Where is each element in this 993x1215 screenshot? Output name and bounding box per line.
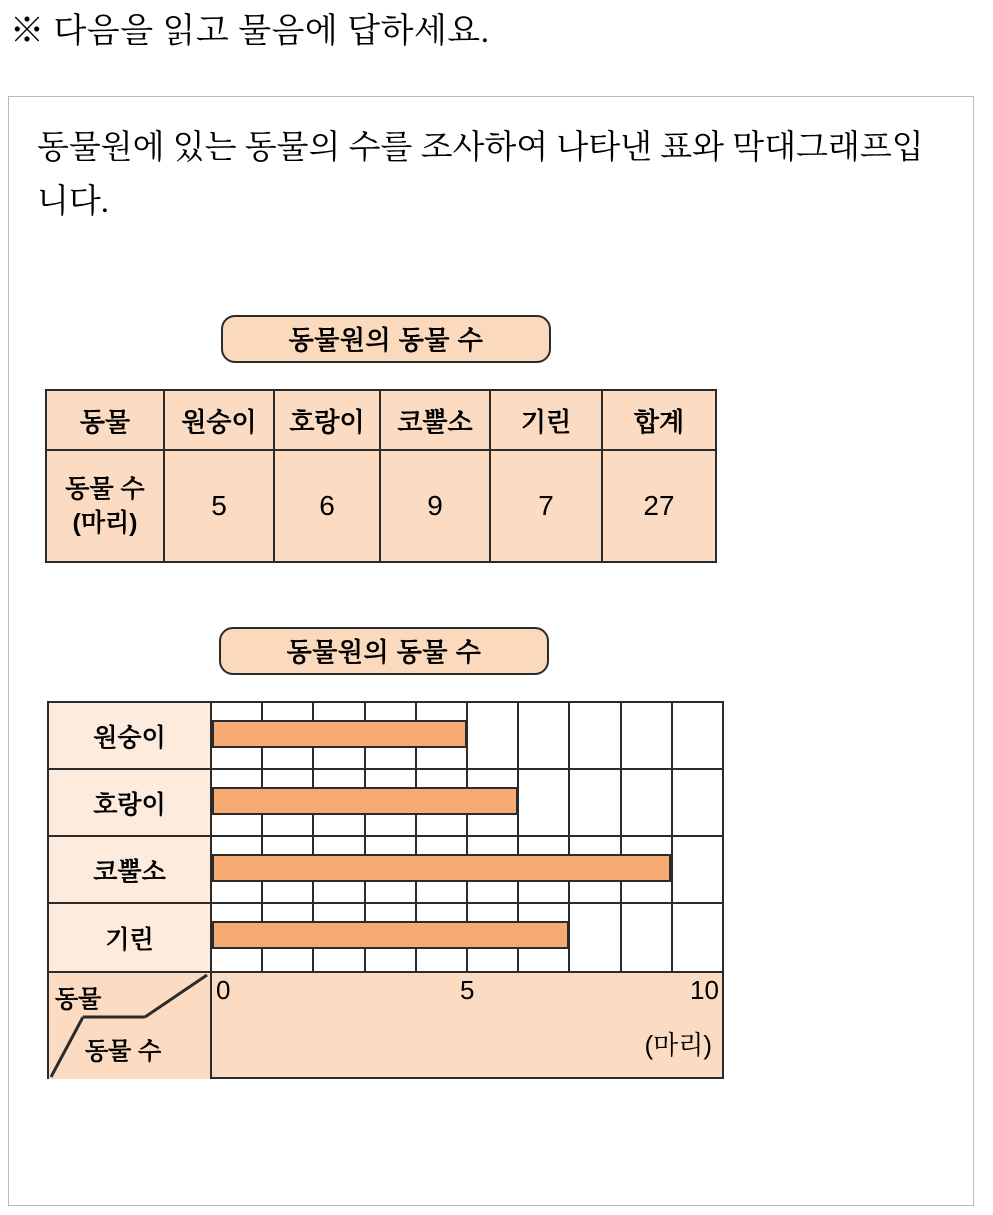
bar-row-label-giraffe: 기린 [49,904,212,971]
table-header-rhino: 코뿔소 [380,390,490,450]
table-header-row [46,390,716,450]
bar-plot-tiger [212,770,722,835]
table-row-label [46,450,164,562]
instruction-line: ※ 다음을 읽고 물음에 답하세요. [10,13,490,50]
bar-plot-monkey [212,703,722,768]
table-row-label-line1: 동물 수 [65,475,145,503]
bar-graph [47,701,724,1079]
bar-row-monkey [49,703,722,770]
table-cell-monkey: 5 [164,450,274,562]
axis-tick-10: 10 [690,975,719,1005]
table-header-total: 합계 [602,390,716,450]
table-header-giraffe: 기린 [490,390,602,450]
bar-row-rhino [49,837,722,904]
axis-corner-top-label: 동물 [55,986,102,1013]
table-header-animal: 동물 [46,390,164,450]
table-cell-tiger: 6 [274,450,380,562]
bar-row-label-tiger: 호랑이 [49,770,212,835]
bar-graph-rows [49,703,722,971]
frequency-table [45,389,717,563]
problem-stem: 동물원에 있는 동물의 수를 조사하여 나타낸 표와 막대그래프입니다. [37,130,924,220]
graph-caption: 동물원의 동물 수 [219,627,549,675]
table-header-tiger: 호랑이 [274,390,380,450]
table-caption: 동물원의 동물 수 [221,315,551,363]
bar-plot-giraffe [212,904,722,971]
bar-row-label-rhino: 코뿔소 [49,837,212,902]
table-cell-rhino: 9 [380,450,490,562]
axis-tick-0: 0 [216,975,231,1005]
graph-axis-scale [212,973,722,1079]
bar-row-tiger [49,770,722,837]
table-cell-total: 27 [602,450,716,562]
bar-row-giraffe [49,904,722,971]
table-cell-giraffe: 7 [490,450,602,562]
bar-monkey [212,720,467,748]
axis-corner-bottom-label: 동물 수 [85,1038,162,1065]
table-header-monkey: 원숭이 [164,390,274,450]
table-value-row [46,450,716,562]
axis-tick-5: 5 [460,975,475,1005]
bar-row-label-monkey: 원숭이 [49,703,212,768]
axis-unit-label: (마리) [644,1030,712,1060]
table-row-label-line2: (마리) [72,509,138,537]
bar-tiger [212,787,518,815]
bar-giraffe [212,921,569,949]
problem-box [8,96,974,1206]
graph-axis-corner [49,973,212,1079]
graph-axis-row [49,971,722,1077]
bar-rhino [212,854,671,882]
bar-plot-rhino [212,837,722,902]
